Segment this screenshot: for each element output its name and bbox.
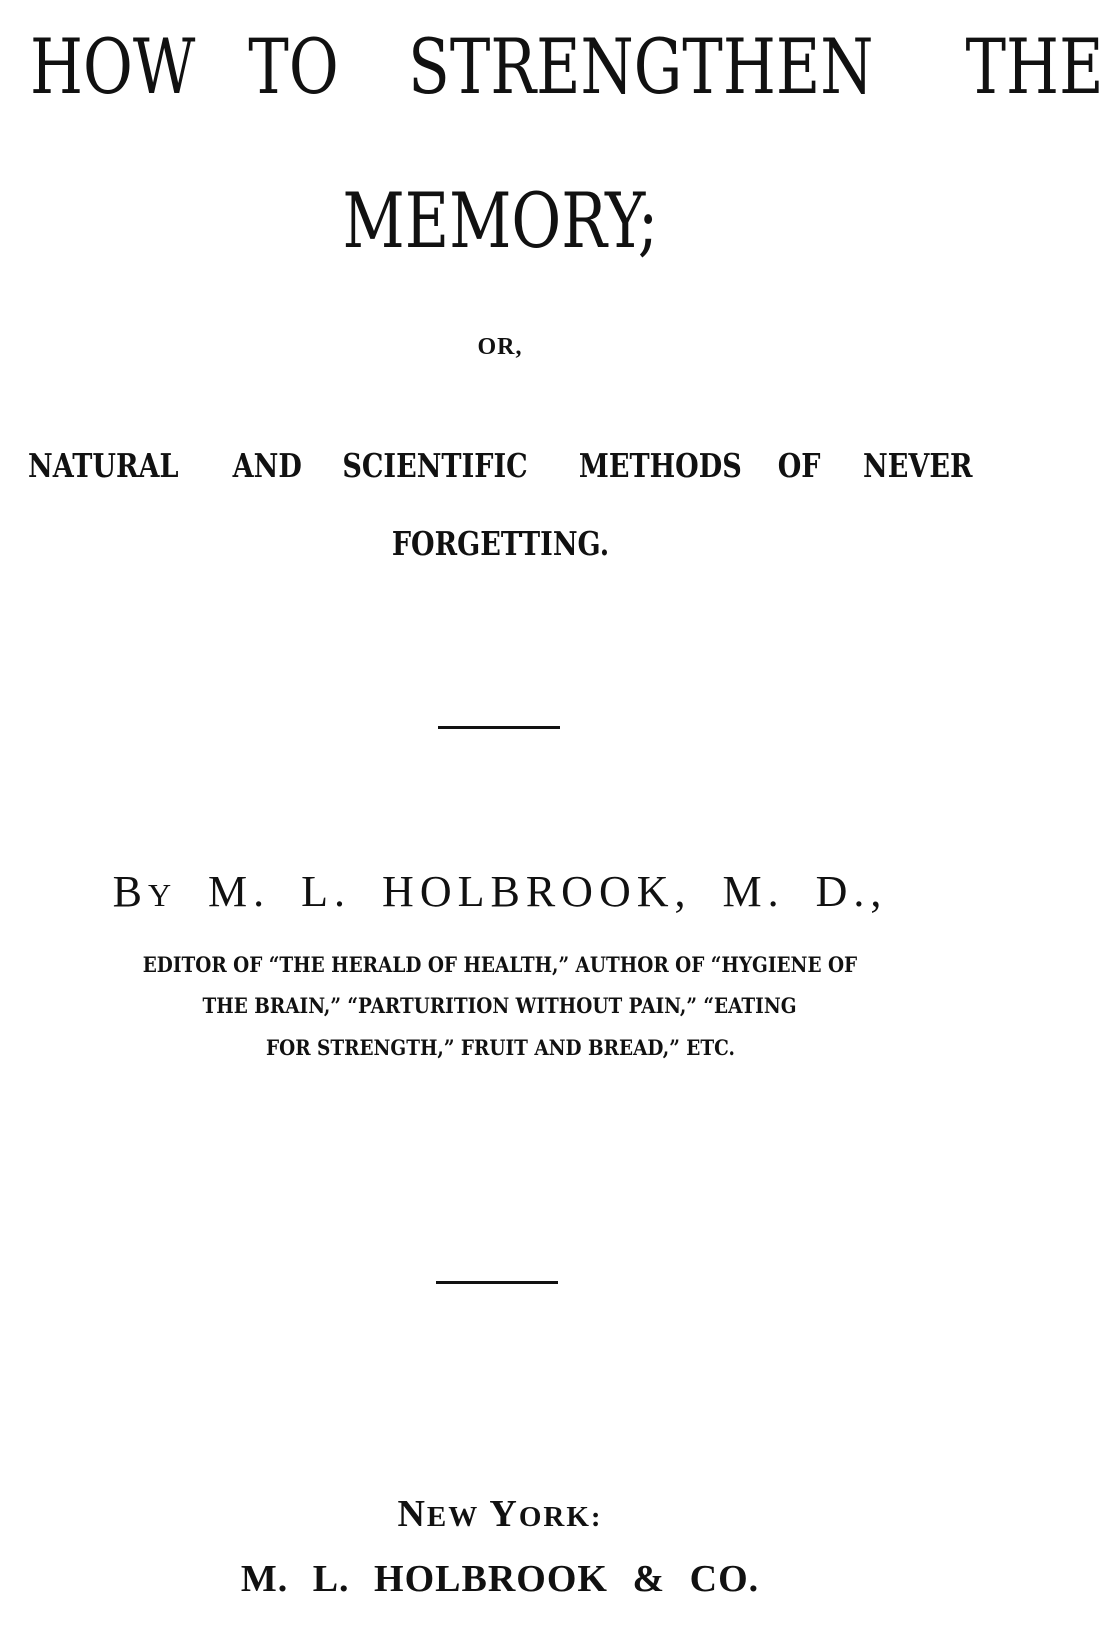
title-word: STRENGTHEN: [407, 22, 874, 111]
subtitle-line-1: [28, 446, 972, 485]
title-word: HOW: [30, 22, 196, 111]
title-word: TO: [248, 22, 339, 111]
imprint-publisher: M. L. HOLBROOK & CO.: [240, 1558, 760, 1600]
credentials-line-1: EDITOR OF “THE HERALD OF HEALTH,” AUTHOR OF “HYGIENE OF: [142, 952, 858, 977]
credentials-line-3: FOR STRENGTH,” FRUIT AND BREAD,” ETC.: [265, 1035, 735, 1060]
imprint-place: NEW YORK:: [397, 1493, 603, 1535]
author-byline: BY M. L. HOLBROOK, M. D.,: [112, 867, 888, 916]
credentials-line-2: THE BRAIN,” “PARTURITION WITHOUT PAIN,” “EATING: [202, 993, 797, 1018]
divider-rule: [438, 726, 560, 729]
subtitle-line-2: FORGETTING.: [391, 524, 609, 563]
subtitle-word: AND: [232, 446, 302, 485]
subtitle-word: METHODS: [579, 446, 743, 485]
conjunction: OR,: [477, 334, 523, 360]
title-line-1: [30, 22, 1104, 111]
title-word: THE: [965, 22, 1104, 111]
title-line-2: MEMORY;: [342, 176, 658, 265]
subtitle-word: NEVER: [862, 446, 972, 485]
subtitle-word: SCIENTIFIC: [342, 446, 528, 485]
subtitle-word: OF: [777, 446, 821, 485]
divider-rule: [436, 1281, 558, 1284]
subtitle-word: NATURAL: [28, 446, 179, 485]
author-name: M. L. HOLBROOK, M. D.,: [208, 867, 888, 916]
